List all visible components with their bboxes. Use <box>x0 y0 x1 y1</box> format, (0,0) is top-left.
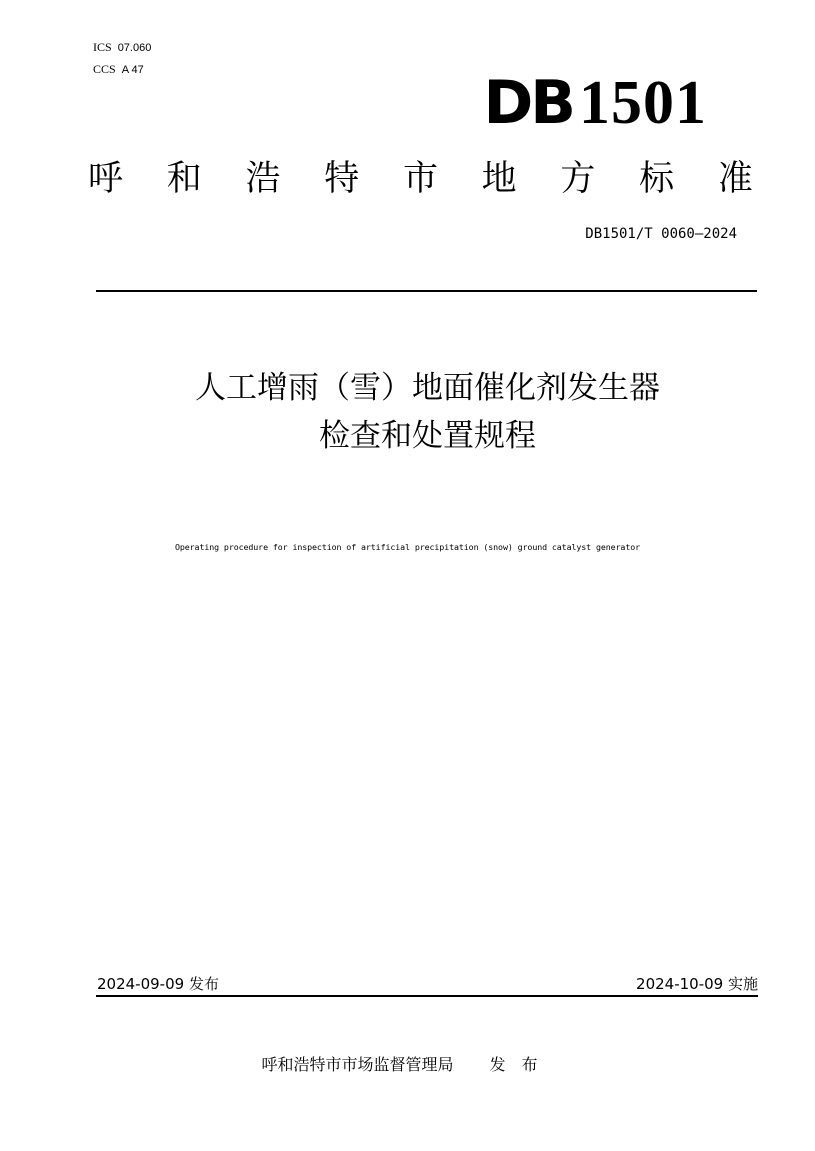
issuing-authority: 呼和浩特市市场监督管理局 <box>261 1055 454 1074</box>
standard-kind-char: 标 <box>639 159 675 199</box>
issue-action: 发布 <box>489 1055 554 1074</box>
standard-kind-char: 地 <box>481 159 517 199</box>
implementation-date: 2024-10-09 实施 <box>636 975 758 993</box>
ics-code <box>93 40 151 55</box>
title-line-1: 人工增雨（雪）地面催化剂发生器 <box>195 370 660 406</box>
standard-code-number: 1501 <box>579 69 707 137</box>
standard-number: DB1501/T 0060—2024 <box>585 226 737 242</box>
title-line-2: 检查和处置规程 <box>319 418 536 454</box>
ccs-value: A 47 <box>121 64 144 76</box>
ics-label: ICS <box>93 40 112 54</box>
standard-kind-char: 浩 <box>245 159 281 199</box>
issuer-line <box>0 1054 815 1076</box>
standard-kind-char: 准 <box>717 159 753 199</box>
top-divider <box>96 290 757 292</box>
standard-kind-char: 和 <box>166 159 202 199</box>
issue-date: 2024-09-09 发布 <box>97 975 219 993</box>
standard-kind-char: 方 <box>560 159 596 199</box>
standard-code-prefix: DB <box>483 68 573 138</box>
english-title: Operating procedure for inspection of artificial precipitation (snow) ground catalyst generator <box>174 542 641 552</box>
standard-code <box>483 68 707 138</box>
ccs-code <box>93 62 144 77</box>
standard-kind-char: 呼 <box>88 159 124 199</box>
standard-kind <box>88 158 753 200</box>
standard-kind-char: 市 <box>402 159 438 199</box>
bottom-divider <box>96 995 758 997</box>
ics-value: 07.060 <box>117 42 152 54</box>
standard-kind-char: 特 <box>324 159 360 199</box>
ccs-label: CCS <box>93 62 116 76</box>
